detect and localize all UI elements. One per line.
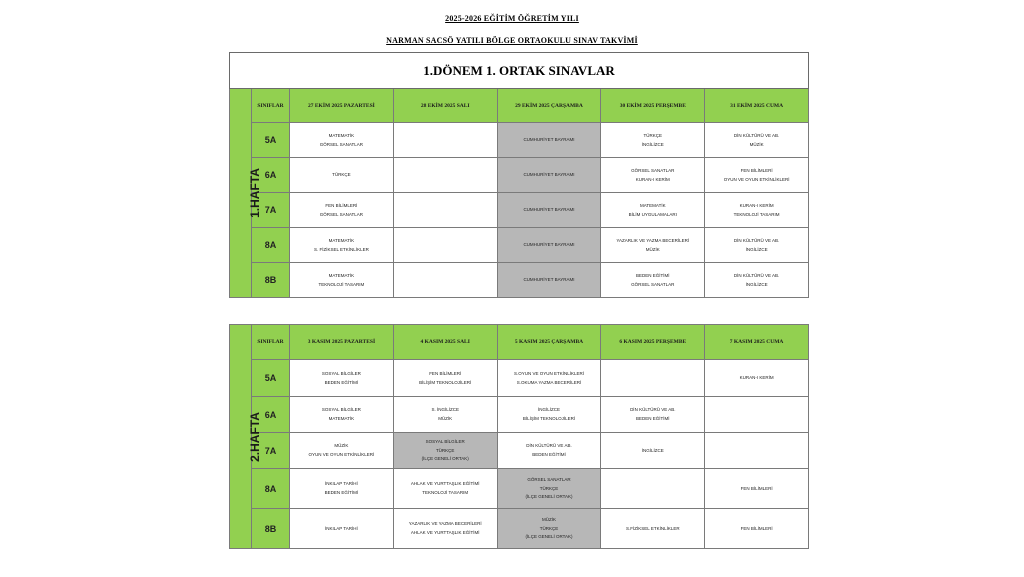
- exam-cell: [497, 469, 601, 509]
- day-header: 7 KASIM 2025 CUMA: [705, 325, 809, 360]
- exam-cell: [393, 193, 497, 228]
- exam-subject: S. İNGİLİZCE: [431, 407, 459, 413]
- day-header: 3 KASIM 2025 PAZARTESİ: [290, 325, 394, 360]
- exam-subject: BEDEN EĞİTİMİ: [324, 379, 359, 385]
- exam-subject: CUMHURİYET BAYRAMI: [523, 172, 575, 178]
- class-name-cell: 5A: [252, 360, 290, 397]
- exam-subject: TÜRKÇE: [435, 447, 455, 453]
- exam-cell: [290, 469, 394, 509]
- exam-subject: S.OYUN VE OYUN ETKİNLİKLERİ: [513, 370, 584, 376]
- exam-subject: TEKNOLOJİ TASARIM: [318, 281, 365, 287]
- exam-subject: KURAN-I KERİM: [739, 202, 774, 208]
- exam-subject: AHLAK VE YURTTAŞLIK EĞİTİMİ: [410, 481, 480, 487]
- day-header: 29 EKİM 2025 ÇARŞAMBA: [497, 89, 601, 123]
- week2-exam-table: [229, 324, 809, 549]
- exam-subject: MÜZİK: [438, 416, 453, 421]
- class-name-cell: 7A: [252, 433, 290, 469]
- exam-subject: KURAN-I KERİM: [635, 176, 670, 182]
- day-header: 30 EKİM 2025 PERŞEMBE: [601, 89, 705, 123]
- table-row: [230, 228, 809, 263]
- exam-subject: BİLİŞİM TEKNOLOJİLERİ: [522, 416, 576, 421]
- exam-subject: MÜZİK: [645, 246, 660, 252]
- week1-exam-table: [229, 52, 809, 298]
- exam-cell: [601, 123, 705, 158]
- exam-subject: İNGİLİZCE: [537, 407, 560, 413]
- exam-subject: CUMHURİYET BAYRAMI: [523, 137, 575, 143]
- exam-subject: İNGİLİZCE: [641, 447, 664, 453]
- exam-subject: CUMHURİYET BAYRAMI: [523, 207, 575, 213]
- class-name-cell: 8B: [252, 263, 290, 298]
- exam-cell: [705, 433, 809, 469]
- exam-subject: MÜZİK: [541, 516, 556, 522]
- exam-subject: MÜZİK: [334, 443, 349, 449]
- exam-subject: MATEMATİK: [328, 272, 355, 278]
- exam-cell: [497, 263, 601, 298]
- class-header: SINIFLAR: [252, 325, 290, 360]
- exam-subject: S.FİZİKSEL ETKİNLİKLER: [625, 525, 680, 531]
- exam-subject: TÜRKÇE: [332, 172, 351, 178]
- exam-subject: TEKNOLOJİ TASARIM: [733, 211, 780, 217]
- exam-cell: [290, 263, 394, 298]
- exam-cell: [393, 263, 497, 298]
- exam-subject: KURAN-I KERİM: [739, 375, 774, 381]
- exam-subject: YAZARLIK VE YAZMA BECERİLERİ: [408, 521, 482, 527]
- exam-subject: GÖRSEL SANATLAR: [319, 141, 364, 147]
- exam-cell: [393, 509, 497, 549]
- exam-cell: [393, 158, 497, 193]
- exam-subject: YAZARLIK VE YAZMA BECERİLERİ: [616, 237, 690, 243]
- exam-subject: MATEMATİK: [639, 202, 666, 208]
- exam-cell: [290, 228, 394, 263]
- table-row: [230, 193, 809, 228]
- table-row: [230, 509, 809, 549]
- class-name-cell: 5A: [252, 123, 290, 158]
- exam-subject: SOSYAL BİLGİLER: [321, 407, 361, 413]
- exam-subject: FEN BİLİMLERİ: [429, 370, 462, 376]
- class-name-cell: 6A: [252, 397, 290, 433]
- exam-cell: [601, 433, 705, 469]
- section-title: 1.DÖNEM 1. ORTAK SINAVLAR: [230, 53, 809, 89]
- exam-cell: [497, 397, 601, 433]
- document-school-title: NARMAN SACSÖ YATILI BÖLGE ORTAOKULU SINAV TAKVİMİ: [386, 36, 638, 45]
- class-name-cell: 8B: [252, 509, 290, 549]
- day-header: 28 EKİM 2025 SALI: [393, 89, 497, 123]
- exam-cell: [393, 360, 497, 397]
- table-row: [230, 433, 809, 469]
- exam-subject: İNGİLİZCE: [745, 246, 768, 252]
- exam-subject: FEN BİLİMLERİ: [740, 167, 773, 173]
- exam-cell: [705, 469, 809, 509]
- exam-cell: [705, 397, 809, 433]
- day-header: 5 KASIM 2025 ÇARŞAMBA: [497, 325, 601, 360]
- exam-subject: SOSYAL BİLGİLER: [425, 438, 465, 444]
- table-row: [230, 263, 809, 298]
- exam-cell: [290, 509, 394, 549]
- exam-cell: [705, 193, 809, 228]
- exam-cell: [290, 433, 394, 469]
- exam-cell: [497, 360, 601, 397]
- exam-subject: GÖRSEL SANATLAR: [527, 476, 571, 482]
- exam-subject: DİN KÜLTÜRÜ VE AB.: [733, 272, 780, 278]
- exam-cell: [393, 397, 497, 433]
- day-header: 27 EKİM 2025 PAZARTESİ: [290, 89, 394, 123]
- exam-subject: BEDEN EĞİTİMİ: [636, 272, 670, 278]
- table-row: [230, 469, 809, 509]
- exam-subject: GÖRSEL SANATLAR: [631, 167, 675, 173]
- exam-subject: (İLÇE GENELİ ORTAK): [421, 456, 469, 462]
- exam-cell: [497, 123, 601, 158]
- exam-cell: [601, 193, 705, 228]
- exam-subject: İNGİLİZCE: [641, 141, 664, 147]
- class-name-cell: 6A: [252, 158, 290, 193]
- exam-cell: [497, 509, 601, 549]
- exam-cell: [497, 193, 601, 228]
- table-row: [230, 158, 809, 193]
- exam-subject: MATEMATİK: [328, 132, 355, 138]
- exam-cell: [290, 158, 394, 193]
- exam-cell: [497, 433, 601, 469]
- table-row: [230, 360, 809, 397]
- exam-cell: [393, 228, 497, 263]
- exam-cell: [497, 228, 601, 263]
- exam-subject: İNKILAP TARİHİ: [325, 525, 358, 531]
- exam-subject: SOSYAL BİLGİLER: [321, 370, 361, 376]
- exam-cell: [705, 509, 809, 549]
- exam-subject: MATEMATİK: [328, 416, 355, 421]
- exam-cell: [290, 360, 394, 397]
- exam-subject: TÜRKÇE: [539, 485, 559, 491]
- exam-subject: AHLAK VE YURTTAŞLIK EĞİTİMİ: [410, 530, 480, 535]
- exam-cell: [290, 123, 394, 158]
- exam-cell: [705, 360, 809, 397]
- exam-subject: GÖRSEL SANATLAR: [319, 211, 364, 217]
- class-name-cell: 7A: [252, 193, 290, 228]
- exam-cell: [601, 158, 705, 193]
- day-header: 4 KASIM 2025 SALI: [393, 325, 497, 360]
- exam-subject: MATEMATİK: [328, 237, 355, 243]
- exam-cell: [393, 433, 497, 469]
- exam-subject: BEDEN EĞİTİMİ: [532, 452, 566, 457]
- exam-subject: TÜRKÇE: [643, 132, 663, 138]
- exam-subject: (İLÇE GENELİ ORTAK): [525, 494, 573, 500]
- exam-cell: [290, 193, 394, 228]
- exam-subject: FEN BİLİMLERİ: [325, 202, 358, 208]
- exam-subject: DİN KÜLTÜRÜ VE AB.: [733, 132, 780, 138]
- exam-subject: İNKILAP TARİHİ: [325, 481, 358, 487]
- exam-subject: İNGİLİZCE: [745, 281, 768, 287]
- exam-subject: BEDEN EĞİTİMİ: [324, 490, 359, 495]
- exam-cell: [705, 123, 809, 158]
- day-header: 6 KASIM 2025 PERŞEMBE: [601, 325, 705, 360]
- exam-subject: GÖRSEL SANATLAR: [631, 281, 675, 287]
- exam-subject: OYUN VE OYUN ETKİNLİKLERİ: [723, 176, 790, 182]
- exam-subject: BİLİŞİM TEKNOLOJİLERİ: [419, 379, 472, 385]
- exam-cell: [393, 469, 497, 509]
- exam-subject: (İLÇE GENELİ ORTAK): [525, 534, 573, 540]
- exam-subject: MÜZİK: [749, 141, 764, 147]
- day-header: 31 EKİM 2025 CUMA: [705, 89, 809, 123]
- exam-cell: [705, 228, 809, 263]
- exam-subject: DİN KÜLTÜRÜ VE AB.: [733, 237, 780, 243]
- class-name-cell: 8A: [252, 228, 290, 263]
- exam-cell: [393, 123, 497, 158]
- exam-cell: [705, 158, 809, 193]
- exam-subject: BEDEN EĞİTİMİ: [636, 416, 670, 421]
- exam-cell: [601, 228, 705, 263]
- exam-cell: [601, 263, 705, 298]
- exam-cell: [601, 469, 705, 509]
- exam-cell: [601, 360, 705, 397]
- class-header: SINIFLAR: [252, 89, 290, 123]
- exam-subject: CUMHURİYET BAYRAMI: [523, 277, 575, 283]
- exam-subject: FEN BİLİMLERİ: [740, 525, 773, 531]
- exam-cell: [290, 397, 394, 433]
- exam-subject: DİN KÜLTÜRÜ VE AB.: [526, 443, 572, 449]
- exam-cell: [497, 158, 601, 193]
- exam-subject: S.OKUMA YAZMA BECERİLERİ: [516, 379, 582, 385]
- exam-subject: CUMHURİYET BAYRAMI: [523, 242, 575, 248]
- week-label: 1.HAFTA: [230, 89, 252, 298]
- exam-subject: FEN BİLİMLERİ: [740, 485, 773, 491]
- table-row: [230, 397, 809, 433]
- exam-subject: TÜRKÇE: [539, 525, 559, 531]
- class-name-cell: 8A: [252, 469, 290, 509]
- exam-subject: DİN KÜLTÜRÜ VE AB.: [630, 407, 676, 413]
- exam-subject: OYUN VE OYUN ETKİNLİKLERİ: [308, 452, 375, 457]
- exam-cell: [705, 263, 809, 298]
- week-label: 2.HAFTA: [230, 325, 252, 549]
- exam-cell: [601, 397, 705, 433]
- exam-subject: S. FİZİKSEL ETKİNLİKLER: [313, 246, 369, 252]
- exam-subject: TEKNOLOJİ TASARIM: [422, 490, 469, 495]
- document-year-title: 2025-2026 EĞİTİM ÖĞRETİM YILI: [445, 14, 579, 23]
- exam-subject: BİLİM UYGULAMALARI: [628, 211, 677, 217]
- exam-cell: [601, 509, 705, 549]
- table-row: [230, 123, 809, 158]
